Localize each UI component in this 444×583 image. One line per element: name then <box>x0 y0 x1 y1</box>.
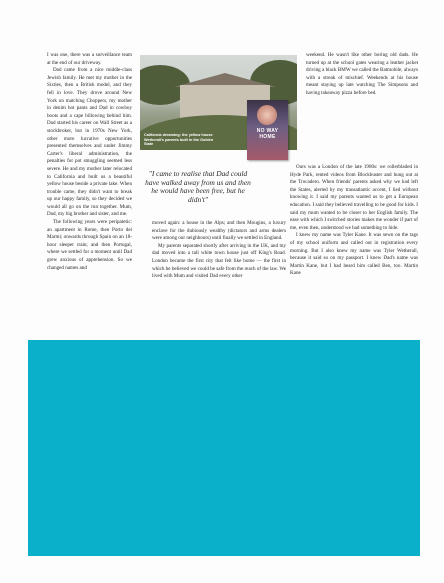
paragraph: I knew my name was Tyler Kane. It was sewn on the tags of my school uniform and called out in registration every morning. But I also knew my name was Tyler Wetherall, because it said so on my passport. I knew Dad's name was Martin Kane, but I had heard him called Ben, too. Martin Kane <box>290 232 418 277</box>
book-cover-portrait <box>257 105 277 125</box>
paragraph: Ours was a London of the late 1980s: we rollerbladed in Hyde Park, rented videos from Blockbuster and hung out at the Trocadero. When friends' parents asked why we had left the States, alerted by my transatlantic accent, I lied without knowing it. I said my parents wanted us to get a European education. I said they believed travelling to be good for kids. I said my mum wanted to be closer to her English family. The ease with which I switched stories makes me wonder if part of me, even then, understood we had something to hide. <box>290 164 418 231</box>
paragraph: My parents separated shortly after arriving in the UK, and my dad moved into a tall white town house just off King's Road. London became the first city that felt like home — the first in which he believed we could be safe from the reach of the law. We lived with Mum and visited Dad every other <box>152 242 286 280</box>
column-2 <box>152 220 286 281</box>
column-3-top <box>306 52 418 98</box>
column-1 <box>47 52 132 272</box>
photo-caption: California dreaming: the yellow house Wetherall's parents built in the Golden State <box>144 133 214 147</box>
paragraph: weekend. He wasn't like other boring old dads. He turned up at the school gates wearing a leather jacket driving a black BMW we called the Batmobile, always with a streak of mischief. Weekends at his house meant staying up late watching The Simpsons and having takeaway pizza before bed. <box>306 52 418 96</box>
paragraph: The following years were peripatetic: an apartment in Rome, then Porto dei Marmi; onwards through Spain on an 18-hour sleeper train; and then Portugal, where we settled for a moment until Dad grew anxious of apprehension. So we changed names and <box>47 219 132 271</box>
paragraph: Dad came from a nice middle-class Jewish family. He met my mother in the Sixties, then a British model, and they fell in love. They drove around New York on matching Choppers, my mother in denim hot pants and Dad in cowboy boots and a cape billowing behind him. Dad started his career on Wall Street as a stockbroker, but in 1970s New York, other more lucrative opportunities presented themselves and under Jimmy Carter's liberal administration, the penalties for pot smuggling seemed less severe. He and my mother later relocated to California and built us a beautiful yellow house beside a private lake. When trouble came, they didn't want to break up our happy family, so they decided we would all go on the run together. Mum, Dad, my big brother and sister, and me. <box>47 67 132 218</box>
book-cover <box>247 100 288 160</box>
book-title: NO WAY HOME <box>256 128 279 140</box>
paragraph: I was one, there was a surveillance team at the end of our driveway. <box>47 52 132 66</box>
pull-quote: "I came to realise that Dad could have walked away from us and then he would have been free, but he didn't" <box>145 169 251 204</box>
paragraph: moved again: a house in the Alps; and then Mougins, a luxury enclave for the dubiously wealthy (dictators and arms dealers were among our neighbours) until finally we settled in England. <box>152 220 286 242</box>
column-3 <box>290 164 418 278</box>
colour-block <box>28 340 420 556</box>
